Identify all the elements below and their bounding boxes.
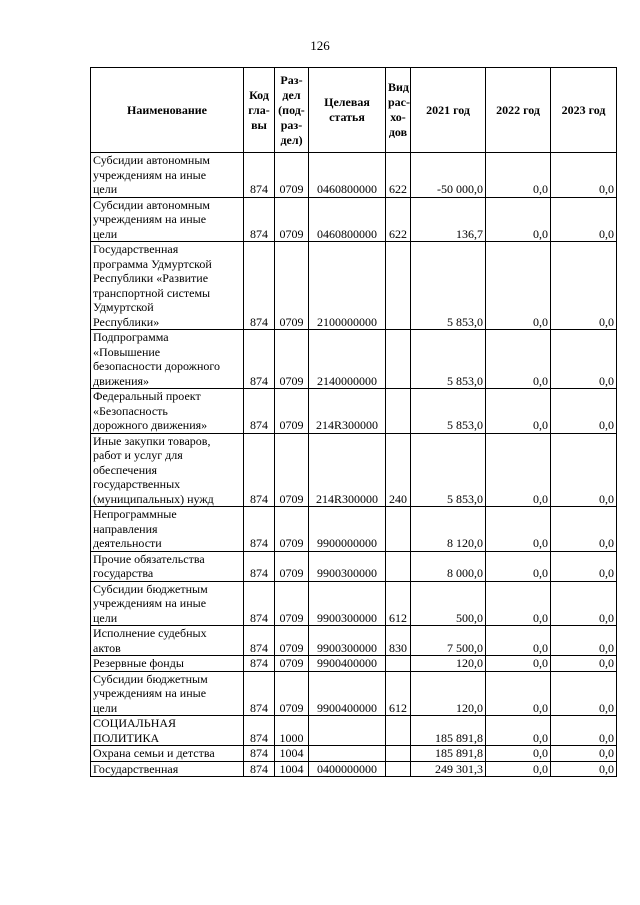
cell-article: 9900300000 (309, 626, 386, 656)
cell-article: 9900300000 (309, 551, 386, 581)
cell-article (309, 716, 386, 746)
cell-2022: 0,0 (486, 433, 551, 507)
cell-name (91, 746, 244, 762)
table-row (91, 507, 617, 552)
header-line: раз- (280, 117, 303, 132)
cell-section: 0709 (275, 242, 309, 330)
cell-kind (386, 507, 411, 552)
cell-section: 1000 (275, 716, 309, 746)
table-row (91, 626, 617, 656)
cell-2022: 0,0 (486, 671, 551, 716)
name-line: Резервные фонды (93, 656, 184, 670)
cell-2022: 0,0 (486, 656, 551, 672)
cell-2021: 120,0 (411, 656, 486, 672)
cell-2023: 0,0 (551, 433, 617, 507)
budget-table (90, 67, 617, 777)
header-2021 (411, 68, 486, 153)
header-line: Целевая (324, 95, 370, 109)
name-line: Государственная (93, 242, 179, 256)
header-line: рас- (388, 95, 410, 109)
cell-2021: 7 500,0 (411, 626, 486, 656)
header-line: статья (329, 110, 365, 124)
cell-section: 0709 (275, 507, 309, 552)
name-line: работ и услуг для (93, 448, 183, 462)
cell-code: 874 (244, 626, 275, 656)
name-line: деятельности (93, 536, 162, 550)
name-line: «Повышение (93, 344, 161, 359)
name-line: актов (93, 640, 121, 655)
name-line: Подпрограмма (93, 330, 169, 344)
name-line: ПОЛИТИКА (93, 730, 160, 745)
name-line: Иные закупки товаров, (93, 433, 211, 448)
table-row (91, 242, 617, 330)
table-row (91, 581, 617, 626)
cell-2021: 500,0 (411, 581, 486, 626)
header-line: хо- (390, 110, 406, 124)
cell-section: 0709 (275, 153, 309, 198)
header-line: (под- (278, 102, 305, 117)
cell-2023: 0,0 (551, 330, 617, 389)
cell-article: 9900400000 (309, 671, 386, 716)
cell-name (91, 716, 244, 746)
cell-section: 0709 (275, 551, 309, 581)
cell-2022: 0,0 (486, 330, 551, 389)
header-article (309, 68, 386, 153)
header-row (91, 68, 617, 153)
cell-article: 0460800000 (309, 153, 386, 198)
cell-kind (386, 389, 411, 434)
cell-section: 0709 (275, 671, 309, 716)
cell-section: 1004 (275, 761, 309, 777)
name-line: Республики» (93, 314, 160, 329)
cell-name (91, 656, 244, 672)
cell-2022: 0,0 (486, 507, 551, 552)
cell-name (91, 626, 244, 656)
cell-name (91, 242, 244, 330)
header-line: 2022 год (496, 102, 540, 117)
header-section (275, 68, 309, 153)
cell-2022: 0,0 (486, 389, 551, 434)
name-line: государственных (93, 477, 181, 491)
cell-2021: 8 120,0 (411, 507, 486, 552)
cell-2023: 0,0 (551, 626, 617, 656)
cell-code: 874 (244, 389, 275, 434)
cell-2021: 249 301,3 (411, 761, 486, 777)
cell-2022: 0,0 (486, 581, 551, 626)
name-line: Субсидии автономным (93, 153, 210, 167)
table-row (91, 153, 617, 198)
cell-kind: 612 (386, 671, 411, 716)
cell-2021: 5 853,0 (411, 389, 486, 434)
header-line: 2021 год (426, 102, 470, 117)
table-row (91, 389, 617, 434)
cell-article: 9900300000 (309, 581, 386, 626)
table-row (91, 330, 617, 389)
header-line: дов (388, 125, 408, 139)
cell-kind (386, 761, 411, 777)
name-line: учреждениям на иные (93, 167, 207, 182)
cell-kind: 240 (386, 433, 411, 507)
cell-2023: 0,0 (551, 197, 617, 242)
cell-2023: 0,0 (551, 671, 617, 716)
cell-section: 0709 (275, 197, 309, 242)
cell-2023: 0,0 (551, 656, 617, 672)
cell-article: 2100000000 (309, 242, 386, 330)
name-line: Исполнение судебных (93, 626, 207, 640)
header-name (91, 68, 244, 153)
header-line: дел (282, 87, 301, 102)
header-line: вы (251, 117, 267, 132)
cell-name (91, 153, 244, 198)
cell-code: 874 (244, 746, 275, 762)
name-line: учреждениям на иные (93, 596, 207, 610)
cell-name (91, 330, 244, 389)
cell-section: 0709 (275, 330, 309, 389)
cell-2021: 5 853,0 (411, 330, 486, 389)
cell-name (91, 389, 244, 434)
name-line: Прочие обязательства (93, 551, 205, 566)
cell-article: 9900000000 (309, 507, 386, 552)
cell-2022: 0,0 (486, 551, 551, 581)
name-line: Республики «Развитие (93, 271, 209, 285)
name-line: цели (93, 226, 118, 241)
page-number: 126 (310, 38, 330, 53)
cell-2021: 136,7 (411, 197, 486, 242)
cell-2022: 0,0 (486, 153, 551, 198)
cell-article: 9900400000 (309, 656, 386, 672)
name-line: Субсидии автономным (93, 197, 210, 212)
name-line: дорожного движения» (93, 418, 208, 432)
name-line: обеспечения (93, 462, 158, 477)
cell-code: 874 (244, 581, 275, 626)
cell-2022: 0,0 (486, 197, 551, 242)
name-line: Удмуртской (93, 300, 154, 314)
cell-code: 874 (244, 433, 275, 507)
cell-name (91, 551, 244, 581)
cell-2021: 185 891,8 (411, 746, 486, 762)
name-line: безопасности дорожного (93, 359, 221, 373)
cell-2021: 185 891,8 (411, 716, 486, 746)
cell-kind: 622 (386, 153, 411, 198)
cell-kind: 622 (386, 197, 411, 242)
table-row (91, 746, 617, 762)
cell-article: 2140000000 (309, 330, 386, 389)
header-line: Вид (388, 80, 409, 94)
table-row (91, 656, 617, 672)
table-row (91, 197, 617, 242)
header-line: 2023 год (561, 102, 606, 117)
name-line: Охрана семьи и детства (93, 746, 215, 760)
cell-code: 874 (244, 671, 275, 716)
header-line: Раз- (280, 72, 303, 87)
cell-name (91, 581, 244, 626)
cell-kind: 612 (386, 581, 411, 626)
cell-code: 874 (244, 551, 275, 581)
cell-2021: 5 853,0 (411, 433, 486, 507)
table-row (91, 761, 617, 777)
cell-code: 874 (244, 330, 275, 389)
name-line: программа Удмуртской (93, 256, 212, 271)
name-line: транспортной системы (93, 285, 211, 300)
cell-2023: 0,0 (551, 581, 617, 626)
table-row (91, 433, 617, 507)
cell-code: 874 (244, 716, 275, 746)
cell-2022: 0,0 (486, 716, 551, 746)
cell-kind (386, 551, 411, 581)
cell-2021: -50 000,0 (411, 153, 486, 198)
cell-2023: 0,0 (551, 507, 617, 552)
cell-kind (386, 330, 411, 389)
cell-code: 874 (244, 153, 275, 198)
cell-2021: 5 853,0 (411, 242, 486, 330)
name-line: СОЦИАЛЬНАЯ (93, 716, 177, 730)
name-line: (муниципальных) нужд (93, 491, 214, 506)
cell-article: 0400000000 (309, 761, 386, 777)
cell-2023: 0,0 (551, 389, 617, 434)
cell-section: 0709 (275, 626, 309, 656)
name-line: Субсидии бюджетным (93, 671, 208, 686)
name-line: государства (93, 566, 154, 580)
cell-article: 214R300000 (309, 389, 386, 434)
table-row (91, 716, 617, 746)
header-kind (386, 68, 411, 153)
name-line: учреждениям на иные (93, 212, 207, 226)
cell-section: 0709 (275, 581, 309, 626)
cell-2022: 0,0 (486, 746, 551, 762)
cell-section: 0709 (275, 656, 309, 672)
cell-2023: 0,0 (551, 716, 617, 746)
cell-2023: 0,0 (551, 746, 617, 762)
header-code (244, 68, 275, 153)
cell-2023: 0,0 (551, 242, 617, 330)
table-body (91, 153, 617, 777)
cell-article: 214R300000 (309, 433, 386, 507)
cell-section: 0709 (275, 433, 309, 507)
header-line: дел) (280, 132, 303, 147)
name-line: цели (93, 700, 118, 715)
cell-kind (386, 242, 411, 330)
cell-2022: 0,0 (486, 242, 551, 330)
name-line: Государственная (93, 761, 179, 776)
cell-section: 0709 (275, 389, 309, 434)
cell-2021: 120,0 (411, 671, 486, 716)
table-row (91, 671, 617, 716)
name-line: Федеральный проект (93, 389, 201, 403)
name-line: цели (93, 182, 118, 196)
cell-section: 1004 (275, 746, 309, 762)
cell-2022: 0,0 (486, 626, 551, 656)
cell-name (91, 197, 244, 242)
cell-2021: 8 000,0 (411, 551, 486, 581)
name-line: цели (93, 610, 118, 625)
header-2023 (551, 68, 617, 153)
cell-name (91, 671, 244, 716)
name-line: «Безопасность (93, 403, 168, 418)
cell-kind: 830 (386, 626, 411, 656)
header-line: Код (249, 87, 269, 102)
cell-kind (386, 656, 411, 672)
cell-code: 874 (244, 242, 275, 330)
header-line: гла- (248, 102, 270, 117)
header-2022 (486, 68, 551, 153)
cell-code: 874 (244, 656, 275, 672)
name-line: движения» (93, 373, 150, 388)
cell-code: 874 (244, 197, 275, 242)
cell-article: 0460800000 (309, 197, 386, 242)
cell-2023: 0,0 (551, 551, 617, 581)
cell-kind (386, 746, 411, 762)
name-line: Непрограммные (93, 507, 177, 521)
cell-2023: 0,0 (551, 761, 617, 777)
cell-2022: 0,0 (486, 761, 551, 777)
cell-name (91, 507, 244, 552)
table-row (91, 551, 617, 581)
name-line: направления (93, 521, 158, 536)
cell-code: 874 (244, 761, 275, 777)
cell-article (309, 746, 386, 762)
name-line: учреждениям на иные (93, 686, 207, 700)
cell-code: 874 (244, 507, 275, 552)
cell-name (91, 761, 244, 777)
cell-kind (386, 716, 411, 746)
cell-name (91, 433, 244, 507)
name-line: Субсидии бюджетным (93, 581, 208, 596)
cell-2023: 0,0 (551, 153, 617, 198)
header-line: Наименование (127, 102, 207, 117)
